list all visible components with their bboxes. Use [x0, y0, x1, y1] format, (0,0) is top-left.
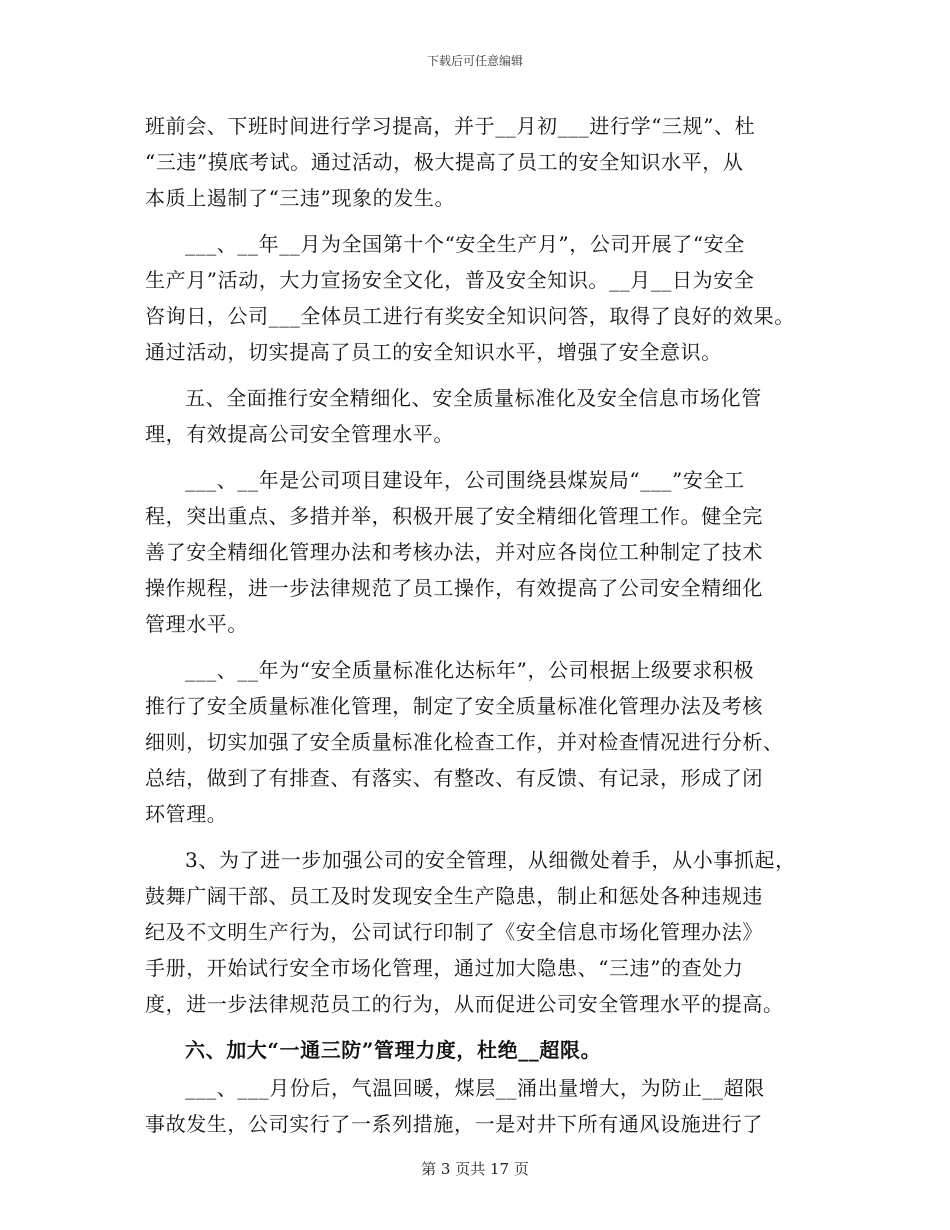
text-line: 度，进一步法律规范员工的行为，从而促进公司安全管理水平的提高。	[145, 992, 784, 1016]
section-heading-line: 六、加大“一通三防”管理力度，杜绝__超限。	[185, 1038, 602, 1062]
text-line: 事故发生，公司实行了一系列措施，一是对井下所有通风设施进行了	[145, 1112, 763, 1136]
page-header: 下载后可任意编辑	[426, 54, 523, 68]
text-line: 生产月”活动，大力宣扬安全文化，普及安全知识。__月__日为安全	[145, 268, 755, 292]
text-line: 咨询日，公司___全体员工进行有奖安全知识问答，取得了良好的效果。	[145, 304, 795, 328]
text-line: 班前会、下班时间进行学习提高，并于__月初___进行学“三规”、杜	[145, 114, 756, 138]
text-line: 善了安全精细化管理办法和考核办法，并对应各岗位工种制定了技术	[145, 540, 763, 564]
document-body	[145, 108, 817, 1142]
text-line: 鼓舞广阔干部、员工及时发现安全生产隐患，制止和惩处各种违规违	[145, 884, 763, 908]
text-line: 本质上遏制了“三违”现象的发生。	[145, 186, 456, 210]
text-line: ___、___月份后，气温回暖，煤层__涌出量增大，为防止__超限	[185, 1076, 765, 1100]
text-line: 五、全面推行安全精细化、安全质量标准化及安全信息市场化管	[185, 386, 762, 410]
text-line: 3、为了进一步加强公司的安全管理，从细微处着手，从小事抓起，	[185, 848, 796, 872]
text-line: ___、__年__月为全国第十个“安全生产月”，公司开展了“安全	[185, 232, 745, 256]
text-line: ___、__年是公司项目建设年，公司围绕县煤炭局“___”安全工	[185, 468, 745, 492]
page-footer: 第 3 页共 17 页	[421, 1160, 529, 1178]
text-line: 推行了安全质量标准化管理，制定了安全质量标准化管理办法及考核	[145, 694, 763, 718]
text-line: 总结，做到了有排查、有落实、有整改、有反馈、有记录，形成了闭	[145, 766, 763, 790]
text-line: 理，有效提高公司安全管理水平。	[145, 422, 454, 446]
text-line: 环管理。	[145, 802, 228, 826]
text-line: 通过活动，切实提高了员工的安全知识水平，增强了安全意识。	[145, 340, 722, 364]
text-line: 操作规程，进一步法律规范了员工操作，有效提高了公司安全精细化	[145, 576, 763, 600]
text-line: ___、__年为“安全质量标准化达标年”，公司根据上级要求积极	[185, 658, 755, 682]
text-line: 程，突出重点、多措并举，积极开展了安全精细化管理工作。健全完	[145, 504, 763, 528]
text-line: “三违”摸底考试。通过活动，极大提高了员工的安全知识水平，从	[145, 150, 744, 174]
text-line: 细则，切实加强了安全质量标准化检查工作，并对检查情况进行分析、	[145, 730, 784, 754]
text-line: 纪及不文明生产行为，公司试行印制了《安全信息市场化管理办法》	[145, 920, 763, 944]
text-line: 管理水平。	[145, 612, 248, 636]
text-line: 手册，开始试行安全市场化管理，通过加大隐患、“三违”的查处力	[145, 956, 744, 980]
